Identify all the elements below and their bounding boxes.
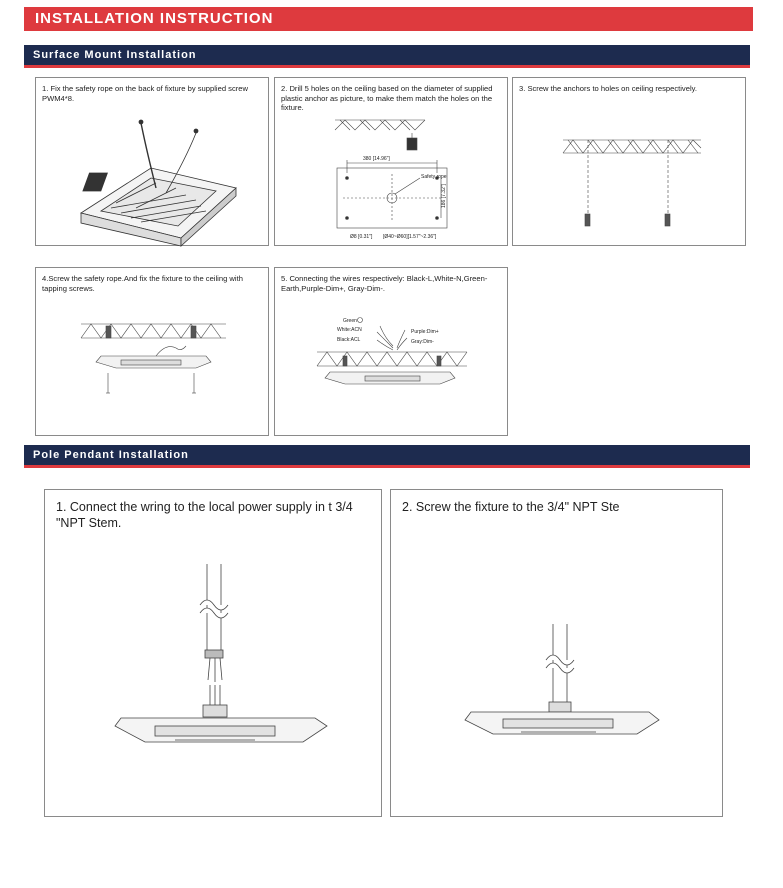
drill-diagram: [275, 78, 509, 247]
step-panel-5: [274, 267, 508, 436]
drill-hole-label: Ø8 [0.31"]: [350, 234, 373, 240]
step-text-2: 2. Drill 5 holes on the ceiling based on the diameter of supplied plastic anchor as picture, to make them match the holes on the fixture.: [281, 84, 493, 112]
step-panel-1: [35, 77, 269, 246]
section-title-pendant: Pole Pendant Installation: [24, 445, 750, 465]
pendant-step-text-1: 1. Connect the wring to the local power supply in t 3/4 "NPT Stem.: [56, 500, 353, 530]
wire-label-white: White:ACN: [337, 327, 362, 333]
step-text-5: 5. Connecting the wires respectively: Black-L,White-N,Green-Earth,Purple-Dim+, Gray-Dim-.: [281, 274, 488, 293]
step-panel-3: [512, 77, 746, 246]
wire-label-green: Green: [343, 318, 357, 324]
step-panel-4: [35, 267, 269, 436]
step-panel-2: [274, 77, 508, 246]
section-divider: [24, 465, 750, 468]
section-divider: [24, 65, 750, 68]
anchor-diagram: [513, 78, 747, 247]
safety-rope-label: Safety rope: [421, 174, 447, 180]
wire-label-purple: Purple:Dim+: [411, 329, 439, 335]
wire-label-black: Black:ACL: [337, 337, 361, 343]
drill-height-label: 186 [7.32"]: [441, 183, 447, 208]
wire-label-gray: Gray:Dim-: [411, 339, 434, 345]
pendant-wiring-illustration: [45, 490, 383, 818]
fixture-back-illustration: [36, 78, 270, 247]
pendant-step-panel-2: [390, 489, 723, 817]
drill-width-label: 380 [14.96"]: [363, 156, 390, 162]
drill-range-label: [Ø40~Ø60][1.57"~2.36"]: [383, 234, 437, 240]
pendant-step-panel-1: [44, 489, 382, 817]
page-title: INSTALLATION INSTRUCTION: [24, 7, 753, 31]
section-title-surface: Surface Mount Installation: [24, 45, 750, 65]
pendant-step-text-2: 2. Screw the fixture to the 3/4" NPT Ste: [402, 500, 620, 514]
ceiling-fix-diagram: [36, 268, 270, 437]
step-text-1: 1. Fix the safety rope on the back of fixture by supplied screw PWM4*8.: [42, 84, 248, 103]
step-text-3: 3. Screw the anchors to holes on ceiling respectively.: [519, 84, 697, 93]
wiring-diagram: [275, 268, 509, 437]
step-text-4: 4.Screw the safety rope.And fix the fixture to the ceiling with tapping screws.: [42, 274, 243, 293]
pendant-mount-illustration: [391, 490, 724, 818]
